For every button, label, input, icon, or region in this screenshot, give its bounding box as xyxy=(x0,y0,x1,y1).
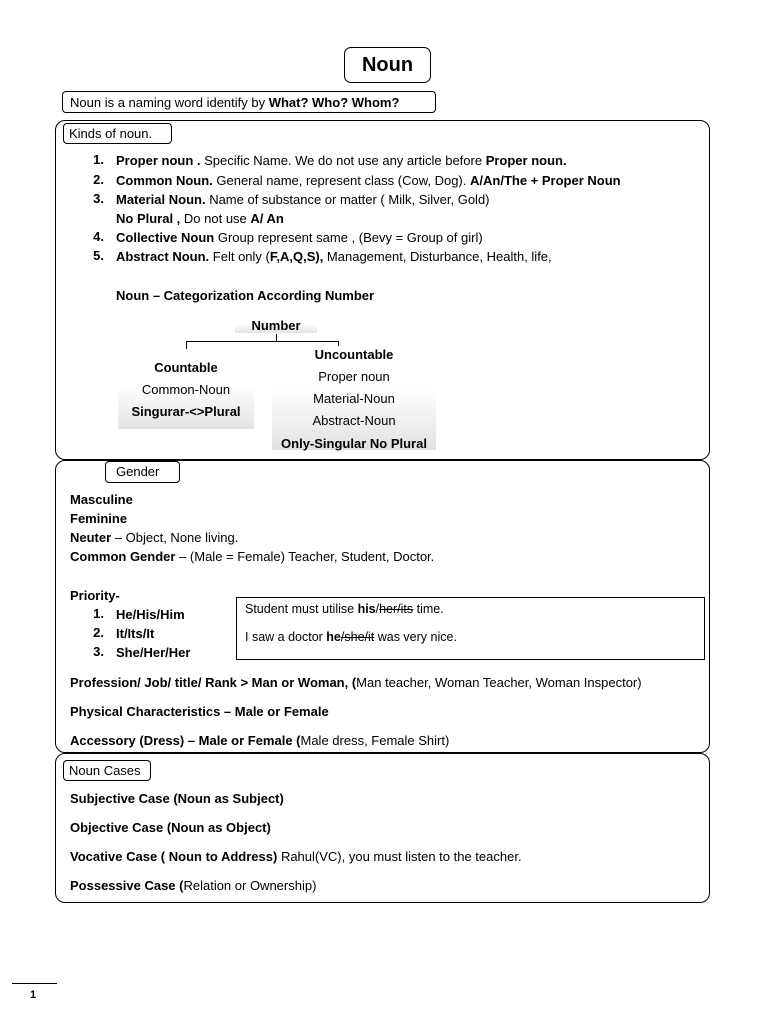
uncountable-heading: Uncountable xyxy=(314,347,394,362)
uncountable-item-proper: Proper noun xyxy=(318,369,390,384)
kind-item-collective-text: Group represent same , (Bevy = Group of girl) xyxy=(214,230,483,245)
example-1-bold: his xyxy=(357,602,376,616)
priority-num-1: 1. xyxy=(93,606,104,621)
gender-profession xyxy=(70,674,642,691)
kind-item-material-text: Name of substance or matter ( Milk, Silver, Gold) xyxy=(205,192,490,207)
case-subjective: Subjective Case (Noun as Subject) xyxy=(70,791,284,806)
kind-item-common-label: Common Noun. xyxy=(116,173,213,188)
gender-neuter-text: – Object, None living. xyxy=(111,530,239,545)
priority-num-2: 2. xyxy=(93,625,104,640)
kind-item-collective-label: Collective Noun xyxy=(116,230,215,245)
priority-num-3: 3. xyxy=(93,644,104,659)
tree-branch xyxy=(186,341,339,342)
case-objective: Objective Case (Noun as Object) xyxy=(70,820,271,835)
categorization-heading: Noun – Categorization According Number xyxy=(116,288,375,303)
example-1-post: time. xyxy=(413,602,444,616)
kind-num-5: 5. xyxy=(93,248,104,263)
page-number: 1 xyxy=(30,989,37,1001)
priority-label: Priority- xyxy=(70,588,120,603)
gender-neuter xyxy=(70,529,238,546)
kind-num-1: 1. xyxy=(93,152,104,167)
case-possessive-text: Relation or Ownership) xyxy=(183,878,317,893)
countable-heading: Countable xyxy=(154,360,218,375)
case-vocative-text: Rahul(VC), you must listen to the teacher. xyxy=(277,849,522,864)
kind-item-abstract-text2: Management, Disturbance, Health, life, xyxy=(323,249,552,264)
example-2-bold: he xyxy=(326,630,341,644)
kind-item-abstract-bold: F,A,Q,S), xyxy=(269,249,324,264)
tree-stem xyxy=(276,334,277,341)
kind-item-proper-bold: Proper noun. xyxy=(485,153,567,168)
kinds-tag: Kinds of noun. xyxy=(63,123,172,144)
priority-item-2: It/Its/It xyxy=(116,626,155,641)
priority-item-1: He/His/Him xyxy=(116,607,185,622)
kind-item-material-note-text: Do not use xyxy=(180,211,251,226)
kind-item-abstract-label: Abstract Noun. xyxy=(116,249,210,264)
cases-tag: Noun Cases xyxy=(63,760,151,781)
kind-item-material-note-label: No Plural , xyxy=(116,211,181,226)
gender-common-label: Common Gender xyxy=(70,549,176,564)
tree-root: Number xyxy=(251,318,301,333)
kind-item-collective xyxy=(116,229,483,246)
case-vocative xyxy=(70,848,522,865)
kind-item-material-label: Material Noun. xyxy=(116,192,206,207)
example-1-sep: / xyxy=(375,602,380,616)
gender-common xyxy=(70,548,434,565)
kind-num-3: 3. xyxy=(93,191,104,206)
case-possessive-label: Possessive Case ( xyxy=(70,878,184,893)
example-1-pre: Student must utilise xyxy=(245,602,358,616)
example-2-pre: I saw a doctor xyxy=(245,630,327,644)
kind-item-proper-label: Proper noun . xyxy=(116,153,201,168)
gender-accessory-label: Accessory (Dress) – Male or Female ( xyxy=(70,733,301,748)
page-title: Noun xyxy=(344,47,431,83)
kind-item-abstract xyxy=(116,248,552,265)
gender-accessory xyxy=(70,732,449,749)
uncountable-bold-item: Only-Singular No Plural xyxy=(281,436,427,451)
example-2-strike: /she/it xyxy=(340,630,375,644)
kind-item-common-text: General name, represent class (Cow, Dog). xyxy=(212,173,470,188)
definition-bold: What? Who? Whom? xyxy=(268,95,400,110)
footer-rule xyxy=(12,983,57,984)
kind-item-material xyxy=(116,191,490,208)
gender-feminine: Feminine xyxy=(70,511,128,526)
kind-num-2: 2. xyxy=(93,172,104,187)
kind-item-material-note-bold: A/ An xyxy=(250,211,284,226)
priority-item-3: She/Her/Her xyxy=(116,645,191,660)
example-line-1 xyxy=(245,601,444,618)
kind-item-common xyxy=(116,172,621,189)
kind-item-material-note xyxy=(116,210,284,227)
example-2-post: was very nice. xyxy=(374,630,457,644)
example-1-strike: her/its xyxy=(379,602,414,616)
example-line-2 xyxy=(245,629,457,646)
countable-item: Common-Noun xyxy=(141,382,231,397)
uncountable-item-material: Material-Noun xyxy=(313,391,395,406)
gender-example-box xyxy=(236,597,705,660)
definition-box xyxy=(62,91,436,113)
case-vocative-label: Vocative Case ( Noun to Address) xyxy=(70,849,278,864)
gender-common-text: – (Male = Female) Teacher, Student, Doctor. xyxy=(175,549,435,564)
gender-neuter-label: Neuter xyxy=(70,530,112,545)
definition-text: Noun is a naming word identify by xyxy=(70,95,269,110)
gender-tag: Gender xyxy=(105,461,180,483)
case-possessive xyxy=(70,877,316,894)
tree-branch-left xyxy=(186,341,187,349)
gender-accessory-text: Male dress, Female Shirt) xyxy=(300,733,450,748)
countable-bold-item: Singurar-<>Plural xyxy=(131,404,241,419)
gender-masculine: Masculine xyxy=(70,492,133,507)
kind-num-4: 4. xyxy=(93,229,104,244)
kind-item-common-bold: A/An/The + Proper Noun xyxy=(470,173,621,188)
gender-physical: Physical Characteristics – Male or Female xyxy=(70,704,329,719)
gender-profession-text: Man teacher, Woman Teacher, Woman Inspector) xyxy=(356,675,642,690)
gender-profession-label: Profession/ Job/ title/ Rank > Man or Woman, ( xyxy=(70,675,357,690)
uncountable-item-abstract: Abstract-Noun xyxy=(312,413,396,428)
kind-item-proper-text: Specific Name. We do not use any article before xyxy=(200,153,486,168)
kind-item-abstract-text: Felt only ( xyxy=(209,249,270,264)
kind-item-proper xyxy=(116,152,567,169)
